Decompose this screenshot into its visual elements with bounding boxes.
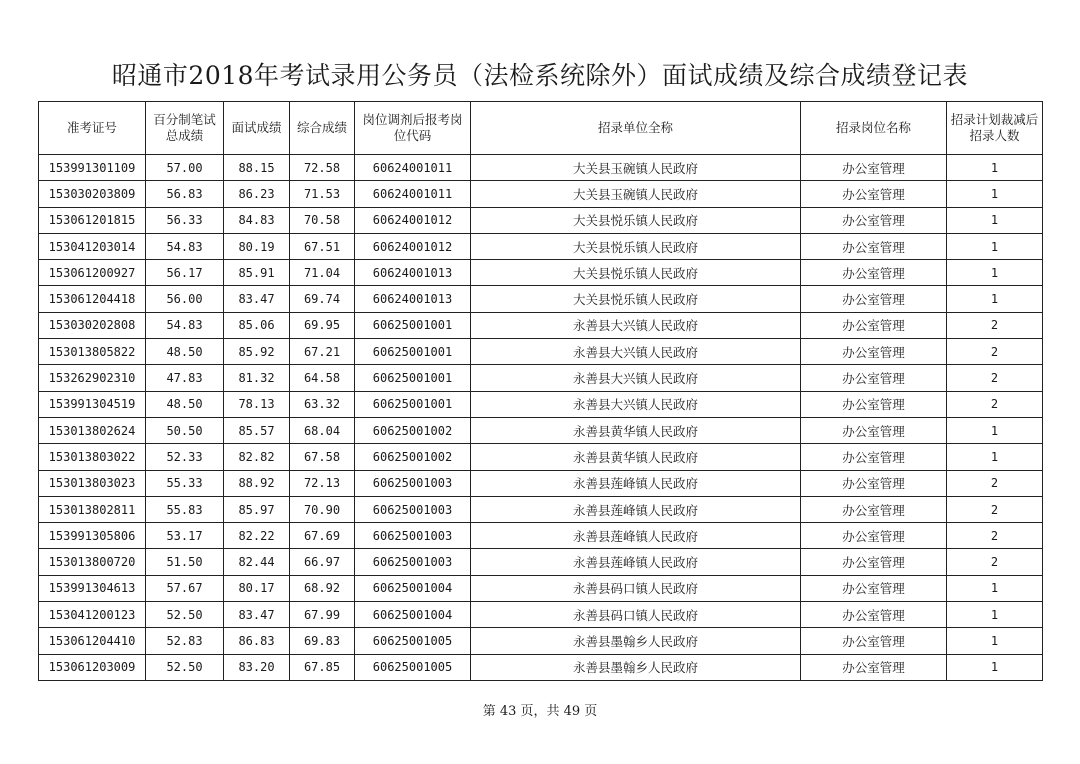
position-code-cell: 60624001013 <box>355 260 471 286</box>
exam-id-cell: 153030202808 <box>39 312 146 338</box>
position-code-cell: 60625001001 <box>355 312 471 338</box>
position-name-cell: 办公室管理 <box>801 312 947 338</box>
exam-id-cell: 153013802624 <box>39 417 146 443</box>
header-hire-count: 招录计划裁减后招录人数 <box>947 102 1043 155</box>
total-score-cell: 69.83 <box>290 628 355 654</box>
total-score-cell: 66.97 <box>290 549 355 575</box>
hire-count-cell: 1 <box>947 628 1043 654</box>
exam-id-cell: 153013803022 <box>39 444 146 470</box>
written-score-cell: 47.83 <box>146 365 224 391</box>
position-code-cell: 60625001003 <box>355 549 471 575</box>
employer-cell: 永善县大兴镇人民政府 <box>471 312 801 338</box>
total-score-cell: 70.58 <box>290 207 355 233</box>
interview-score-cell: 83.47 <box>224 602 290 628</box>
total-score-cell: 71.04 <box>290 260 355 286</box>
exam-id-cell: 153991305806 <box>39 523 146 549</box>
hire-count-cell: 2 <box>947 312 1043 338</box>
total-score-cell: 69.95 <box>290 312 355 338</box>
hire-count-cell: 1 <box>947 602 1043 628</box>
position-code-cell: 60624001011 <box>355 155 471 181</box>
table-row <box>39 470 1043 496</box>
written-score-cell: 51.50 <box>146 549 224 575</box>
written-score-cell: 48.50 <box>146 391 224 417</box>
position-name-cell: 办公室管理 <box>801 654 947 680</box>
position-code-cell: 60625001004 <box>355 575 471 601</box>
table-row <box>39 181 1043 207</box>
employer-cell: 大关县悦乐镇人民政府 <box>471 260 801 286</box>
header-employer: 招录单位全称 <box>471 102 801 155</box>
written-score-cell: 56.33 <box>146 207 224 233</box>
written-score-cell: 56.00 <box>146 286 224 312</box>
interview-score-cell: 80.17 <box>224 575 290 601</box>
table-row <box>39 523 1043 549</box>
position-name-cell: 办公室管理 <box>801 444 947 470</box>
table-row <box>39 444 1043 470</box>
position-code-cell: 60625001001 <box>355 365 471 391</box>
interview-score-cell: 78.13 <box>224 391 290 417</box>
position-code-cell: 60625001003 <box>355 470 471 496</box>
written-score-cell: 57.67 <box>146 575 224 601</box>
position-name-cell: 办公室管理 <box>801 365 947 391</box>
total-score-cell: 67.21 <box>290 339 355 365</box>
total-score-cell: 68.92 <box>290 575 355 601</box>
employer-cell: 大关县玉碗镇人民政府 <box>471 181 801 207</box>
position-name-cell: 办公室管理 <box>801 155 947 181</box>
total-score-cell: 63.32 <box>290 391 355 417</box>
exam-id-cell: 153061204410 <box>39 628 146 654</box>
position-code-cell: 60625001005 <box>355 628 471 654</box>
position-name-cell: 办公室管理 <box>801 496 947 522</box>
position-code-cell: 60625001002 <box>355 417 471 443</box>
exam-id-cell: 153061201815 <box>39 207 146 233</box>
table-row <box>39 155 1043 181</box>
interview-score-cell: 82.82 <box>224 444 290 470</box>
table-row <box>39 260 1043 286</box>
position-code-cell: 60625001004 <box>355 602 471 628</box>
table-row <box>39 233 1043 259</box>
interview-score-cell: 83.47 <box>224 286 290 312</box>
exam-id-cell: 153041200123 <box>39 602 146 628</box>
hire-count-cell: 2 <box>947 470 1043 496</box>
total-score-cell: 67.99 <box>290 602 355 628</box>
table-row <box>39 365 1043 391</box>
employer-cell: 永善县莲峰镇人民政府 <box>471 496 801 522</box>
hire-count-cell: 1 <box>947 286 1043 312</box>
hire-count-cell: 2 <box>947 523 1043 549</box>
position-name-cell: 办公室管理 <box>801 260 947 286</box>
interview-score-cell: 82.22 <box>224 523 290 549</box>
employer-cell: 永善县墨翰乡人民政府 <box>471 628 801 654</box>
employer-cell: 永善县码口镇人民政府 <box>471 602 801 628</box>
interview-score-cell: 85.57 <box>224 417 290 443</box>
hire-count-cell: 1 <box>947 207 1043 233</box>
table-row <box>39 391 1043 417</box>
employer-cell: 大关县悦乐镇人民政府 <box>471 286 801 312</box>
exam-id-cell: 153262902310 <box>39 365 146 391</box>
employer-cell: 永善县墨翰乡人民政府 <box>471 654 801 680</box>
hire-count-cell: 2 <box>947 391 1043 417</box>
written-score-cell: 56.83 <box>146 181 224 207</box>
written-score-cell: 52.33 <box>146 444 224 470</box>
written-score-cell: 52.83 <box>146 628 224 654</box>
interview-score-cell: 85.06 <box>224 312 290 338</box>
position-code-cell: 60625001002 <box>355 444 471 470</box>
exam-id-cell: 153061203009 <box>39 654 146 680</box>
interview-score-cell: 85.97 <box>224 496 290 522</box>
hire-count-cell: 2 <box>947 549 1043 575</box>
employer-cell: 永善县大兴镇人民政府 <box>471 365 801 391</box>
hire-count-cell: 1 <box>947 444 1043 470</box>
employer-cell: 永善县码口镇人民政府 <box>471 575 801 601</box>
table-row <box>39 628 1043 654</box>
interview-score-cell: 80.19 <box>224 233 290 259</box>
table-row <box>39 286 1043 312</box>
exam-id-cell: 153991304519 <box>39 391 146 417</box>
position-code-cell: 60624001012 <box>355 233 471 259</box>
hire-count-cell: 2 <box>947 496 1043 522</box>
total-score-cell: 71.53 <box>290 181 355 207</box>
total-score-cell: 69.74 <box>290 286 355 312</box>
position-name-cell: 办公室管理 <box>801 391 947 417</box>
written-score-cell: 48.50 <box>146 339 224 365</box>
position-code-cell: 60624001013 <box>355 286 471 312</box>
position-code-cell: 60625001005 <box>355 654 471 680</box>
written-score-cell: 57.00 <box>146 155 224 181</box>
interview-score-cell: 86.23 <box>224 181 290 207</box>
position-name-cell: 办公室管理 <box>801 470 947 496</box>
position-code-cell: 60625001001 <box>355 391 471 417</box>
position-name-cell: 办公室管理 <box>801 575 947 601</box>
position-code-cell: 60625001001 <box>355 339 471 365</box>
total-score-cell: 67.51 <box>290 233 355 259</box>
table-row <box>39 549 1043 575</box>
table-row <box>39 417 1043 443</box>
exam-id-cell: 153061200927 <box>39 260 146 286</box>
employer-cell: 大关县悦乐镇人民政府 <box>471 207 801 233</box>
position-name-cell: 办公室管理 <box>801 286 947 312</box>
hire-count-cell: 1 <box>947 654 1043 680</box>
header-exam-id: 准考证号 <box>39 102 146 155</box>
written-score-cell: 56.17 <box>146 260 224 286</box>
exam-id-cell: 153013800720 <box>39 549 146 575</box>
score-register-table <box>38 101 1043 681</box>
header-interview-score: 面试成绩 <box>224 102 290 155</box>
page-number: 第 43 页，共 49 页 <box>482 704 598 719</box>
total-score-cell: 68.04 <box>290 417 355 443</box>
employer-cell: 大关县悦乐镇人民政府 <box>471 233 801 259</box>
table-row <box>39 339 1043 365</box>
exam-id-cell: 153041203014 <box>39 233 146 259</box>
written-score-cell: 55.33 <box>146 470 224 496</box>
exam-id-cell: 153991304613 <box>39 575 146 601</box>
table-row <box>39 602 1043 628</box>
header-written-score: 百分制笔试总成绩 <box>146 102 224 155</box>
position-name-cell: 办公室管理 <box>801 602 947 628</box>
exam-id-cell: 153030203809 <box>39 181 146 207</box>
position-code-cell: 60625001003 <box>355 523 471 549</box>
header-position-code: 岗位调剂后报考岗位代码 <box>355 102 471 155</box>
written-score-cell: 53.17 <box>146 523 224 549</box>
employer-cell: 大关县玉碗镇人民政府 <box>471 155 801 181</box>
position-name-cell: 办公室管理 <box>801 628 947 654</box>
hire-count-cell: 1 <box>947 233 1043 259</box>
table-row <box>39 654 1043 680</box>
page-title: 昭通市2018年考试录用公务员（法检系统除外）面试成绩及综合成绩登记表 <box>111 61 969 90</box>
written-score-cell: 52.50 <box>146 654 224 680</box>
position-name-cell: 办公室管理 <box>801 523 947 549</box>
position-name-cell: 办公室管理 <box>801 417 947 443</box>
interview-score-cell: 86.83 <box>224 628 290 654</box>
total-score-cell: 72.58 <box>290 155 355 181</box>
total-score-cell: 72.13 <box>290 470 355 496</box>
interview-score-cell: 85.91 <box>224 260 290 286</box>
position-name-cell: 办公室管理 <box>801 207 947 233</box>
interview-score-cell: 85.92 <box>224 339 290 365</box>
exam-id-cell: 153013805822 <box>39 339 146 365</box>
interview-score-cell: 88.92 <box>224 470 290 496</box>
interview-score-cell: 84.83 <box>224 207 290 233</box>
header-position-name: 招录岗位名称 <box>801 102 947 155</box>
header-total-score: 综合成绩 <box>290 102 355 155</box>
interview-score-cell: 81.32 <box>224 365 290 391</box>
table-header <box>39 102 1043 155</box>
employer-cell: 永善县大兴镇人民政府 <box>471 391 801 417</box>
hire-count-cell: 2 <box>947 339 1043 365</box>
employer-cell: 永善县黄华镇人民政府 <box>471 417 801 443</box>
employer-cell: 永善县黄华镇人民政府 <box>471 444 801 470</box>
exam-id-cell: 153061204418 <box>39 286 146 312</box>
table-row <box>39 312 1043 338</box>
table-row <box>39 575 1043 601</box>
employer-cell: 永善县莲峰镇人民政府 <box>471 470 801 496</box>
table-row <box>39 496 1043 522</box>
total-score-cell: 70.90 <box>290 496 355 522</box>
position-name-cell: 办公室管理 <box>801 339 947 365</box>
exam-id-cell: 153991301109 <box>39 155 146 181</box>
header-row <box>39 102 1043 155</box>
position-code-cell: 60624001011 <box>355 181 471 207</box>
exam-id-cell: 153013802811 <box>39 496 146 522</box>
employer-cell: 永善县大兴镇人民政府 <box>471 339 801 365</box>
position-name-cell: 办公室管理 <box>801 233 947 259</box>
hire-count-cell: 1 <box>947 417 1043 443</box>
written-score-cell: 50.50 <box>146 417 224 443</box>
position-name-cell: 办公室管理 <box>801 181 947 207</box>
table-body <box>39 155 1043 681</box>
interview-score-cell: 82.44 <box>224 549 290 575</box>
written-score-cell: 55.83 <box>146 496 224 522</box>
position-code-cell: 60625001003 <box>355 496 471 522</box>
hire-count-cell: 1 <box>947 260 1043 286</box>
total-score-cell: 67.69 <box>290 523 355 549</box>
total-score-cell: 67.58 <box>290 444 355 470</box>
written-score-cell: 54.83 <box>146 312 224 338</box>
exam-id-cell: 153013803023 <box>39 470 146 496</box>
table-row <box>39 207 1043 233</box>
hire-count-cell: 2 <box>947 365 1043 391</box>
position-name-cell: 办公室管理 <box>801 549 947 575</box>
written-score-cell: 54.83 <box>146 233 224 259</box>
hire-count-cell: 1 <box>947 181 1043 207</box>
position-code-cell: 60624001012 <box>355 207 471 233</box>
employer-cell: 永善县莲峰镇人民政府 <box>471 523 801 549</box>
hire-count-cell: 1 <box>947 155 1043 181</box>
written-score-cell: 52.50 <box>146 602 224 628</box>
employer-cell: 永善县莲峰镇人民政府 <box>471 549 801 575</box>
interview-score-cell: 88.15 <box>224 155 290 181</box>
hire-count-cell: 1 <box>947 575 1043 601</box>
total-score-cell: 67.85 <box>290 654 355 680</box>
total-score-cell: 64.58 <box>290 365 355 391</box>
interview-score-cell: 83.20 <box>224 654 290 680</box>
